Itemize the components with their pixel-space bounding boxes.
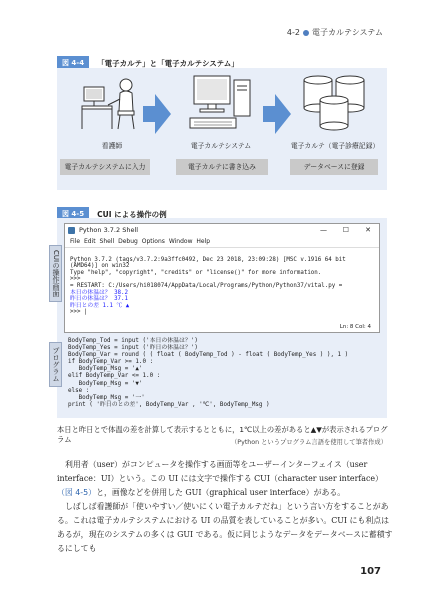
system-caption: 電子カルテシステム [190,142,252,150]
paragraph-text: 利用者（user）がコンピュータを操作する画面等をユーザーインターフェイス（user interface：UI）という。この UI には文字で操作する CUI（character user interface） [57,460,383,483]
close-icon[interactable]: ✕ [365,226,371,234]
arrow-right-icon [263,94,291,134]
figure-reference-link[interactable]: （図 4-5） [57,488,97,497]
shell-output[interactable] [65,248,379,318]
menu-file[interactable]: File [70,238,81,245]
menu-debug[interactable]: Debug [118,238,138,245]
figure-title: 「電子カルテ」と「電子カルテシステム」 [97,58,239,68]
shell-prompt: >>> | [70,309,88,316]
shell-menubar [65,237,379,248]
menu-shell[interactable]: Shell [99,238,115,245]
menu-options[interactable]: Options [141,238,165,245]
database-icon [300,74,370,136]
program-side-label: プログラム [49,342,62,387]
shell-line: (AMD64)] on win32 [70,263,130,270]
figure-caption: 本日と昨日とで体温の差を計算して表示するとともに，1℃以上の差があると▲▼が表示されるプログラム [57,425,388,444]
figure-number: 図 4-4 [57,56,89,70]
shell-line: Type "help", "copyright", "credits" or "license()" for more information. [70,269,322,276]
shell-titlebar [65,224,379,237]
paragraph-text: と，画像などを併用した GUI（graphical user interface）がある。 [96,488,346,497]
desktop-computer-icon [186,74,256,136]
menu-edit[interactable]: Edit [83,238,96,245]
code-line: BodyTemp_Tod = input ('本日の体温は？') [68,338,198,344]
figure-number: 図 4-5 [57,207,89,221]
code-line: elif BodyTemp_Var <= 1.0 : [68,373,161,380]
record-caption: 電子カルテ（電子診療記録） [290,142,380,150]
step-box-register: データベースに登録 [290,159,378,175]
code-line: if BodyTemp_Var >= 1.0 : [68,359,154,366]
code-line: BodyTemp_Msg = '一' [68,394,145,401]
section-number: 4-2 [286,28,300,37]
shell-line: >>> [70,276,81,283]
shell-output-line: 本日の体温は？ 38.2 [70,289,129,296]
section-title: 電子カルテシステム [311,28,383,37]
code-line: BodyTemp_Yes = input ('昨日の体温は？') [68,345,198,352]
shell-status: Ln: 8 Col: 4 [339,324,371,330]
figure-caption-source: （Python というプログラム言語を使用して筆者作成） [231,439,387,446]
page-number: 107 [360,566,381,577]
menu-window[interactable]: Window [168,238,193,245]
python-icon [68,227,75,234]
code-line: BodyTemp_Msg = '▼' [68,380,143,387]
nurse-caption: 看護師 [101,142,123,150]
python-shell-window [64,223,380,333]
code-line: BodyTemp_Msg = '▲' [68,366,143,373]
code-line: else : [68,387,90,394]
paragraph [57,458,394,500]
shell-output-line: 昨日との差 1.1 ℃ ▲ [70,302,130,309]
shell-line: = RESTART: C:/Users/hi018074/AppData/Local/Programs/Python/Python37/vital.py = [70,282,343,289]
step-box-input: 電子カルテシステムに入力 [60,159,150,175]
step-box-write: 電子カルテに書き込み [176,159,268,175]
maximize-icon[interactable]: ☐ [342,226,349,234]
program-code [68,338,348,409]
arrow-right-icon [143,94,171,134]
nurse-at-computer-icon [78,73,142,133]
paragraph: しばしば看護師が「使いやすい／使いにくい電子カルテだね」という言い方をすることがある。これは電子カルテシステムにおける UI の品質を表していることが多い。CUI にも利点はあるが，現在のシステムの多くは GUI である。仮に同じようなデータをデータベースに蓄積するにしても [57,502,393,553]
figure-title: CUI による操作の例 [97,209,167,219]
shell-line: Python 3.7.2 (tags/v3.7.2:9a3ffc0492, Dec 23 2018, 23:09:28) [MSC v.1916 64 bit [70,256,346,263]
cui-side-label: CUIの操作画面 [49,245,62,302]
running-header [287,27,383,38]
menu-help[interactable]: Help [196,238,211,245]
body-text [57,458,394,556]
minimize-icon[interactable]: — [320,226,327,234]
bullet-dot-icon [303,30,309,36]
shell-output-line: 昨日の体温は？ 37.1 [70,296,129,303]
shell-title: Python 3.7.2 Shell [79,226,139,234]
code-line: BodyTemp_Var = round ( ( float ( BodyTemp_Tod ) - float ( BodyTemp_Yes ) ), 1 ) [68,352,349,359]
code-line: print ( '昨日のとの差', BodyTemp_Var , '℃', BodyTemp_Msg ) [68,401,270,408]
